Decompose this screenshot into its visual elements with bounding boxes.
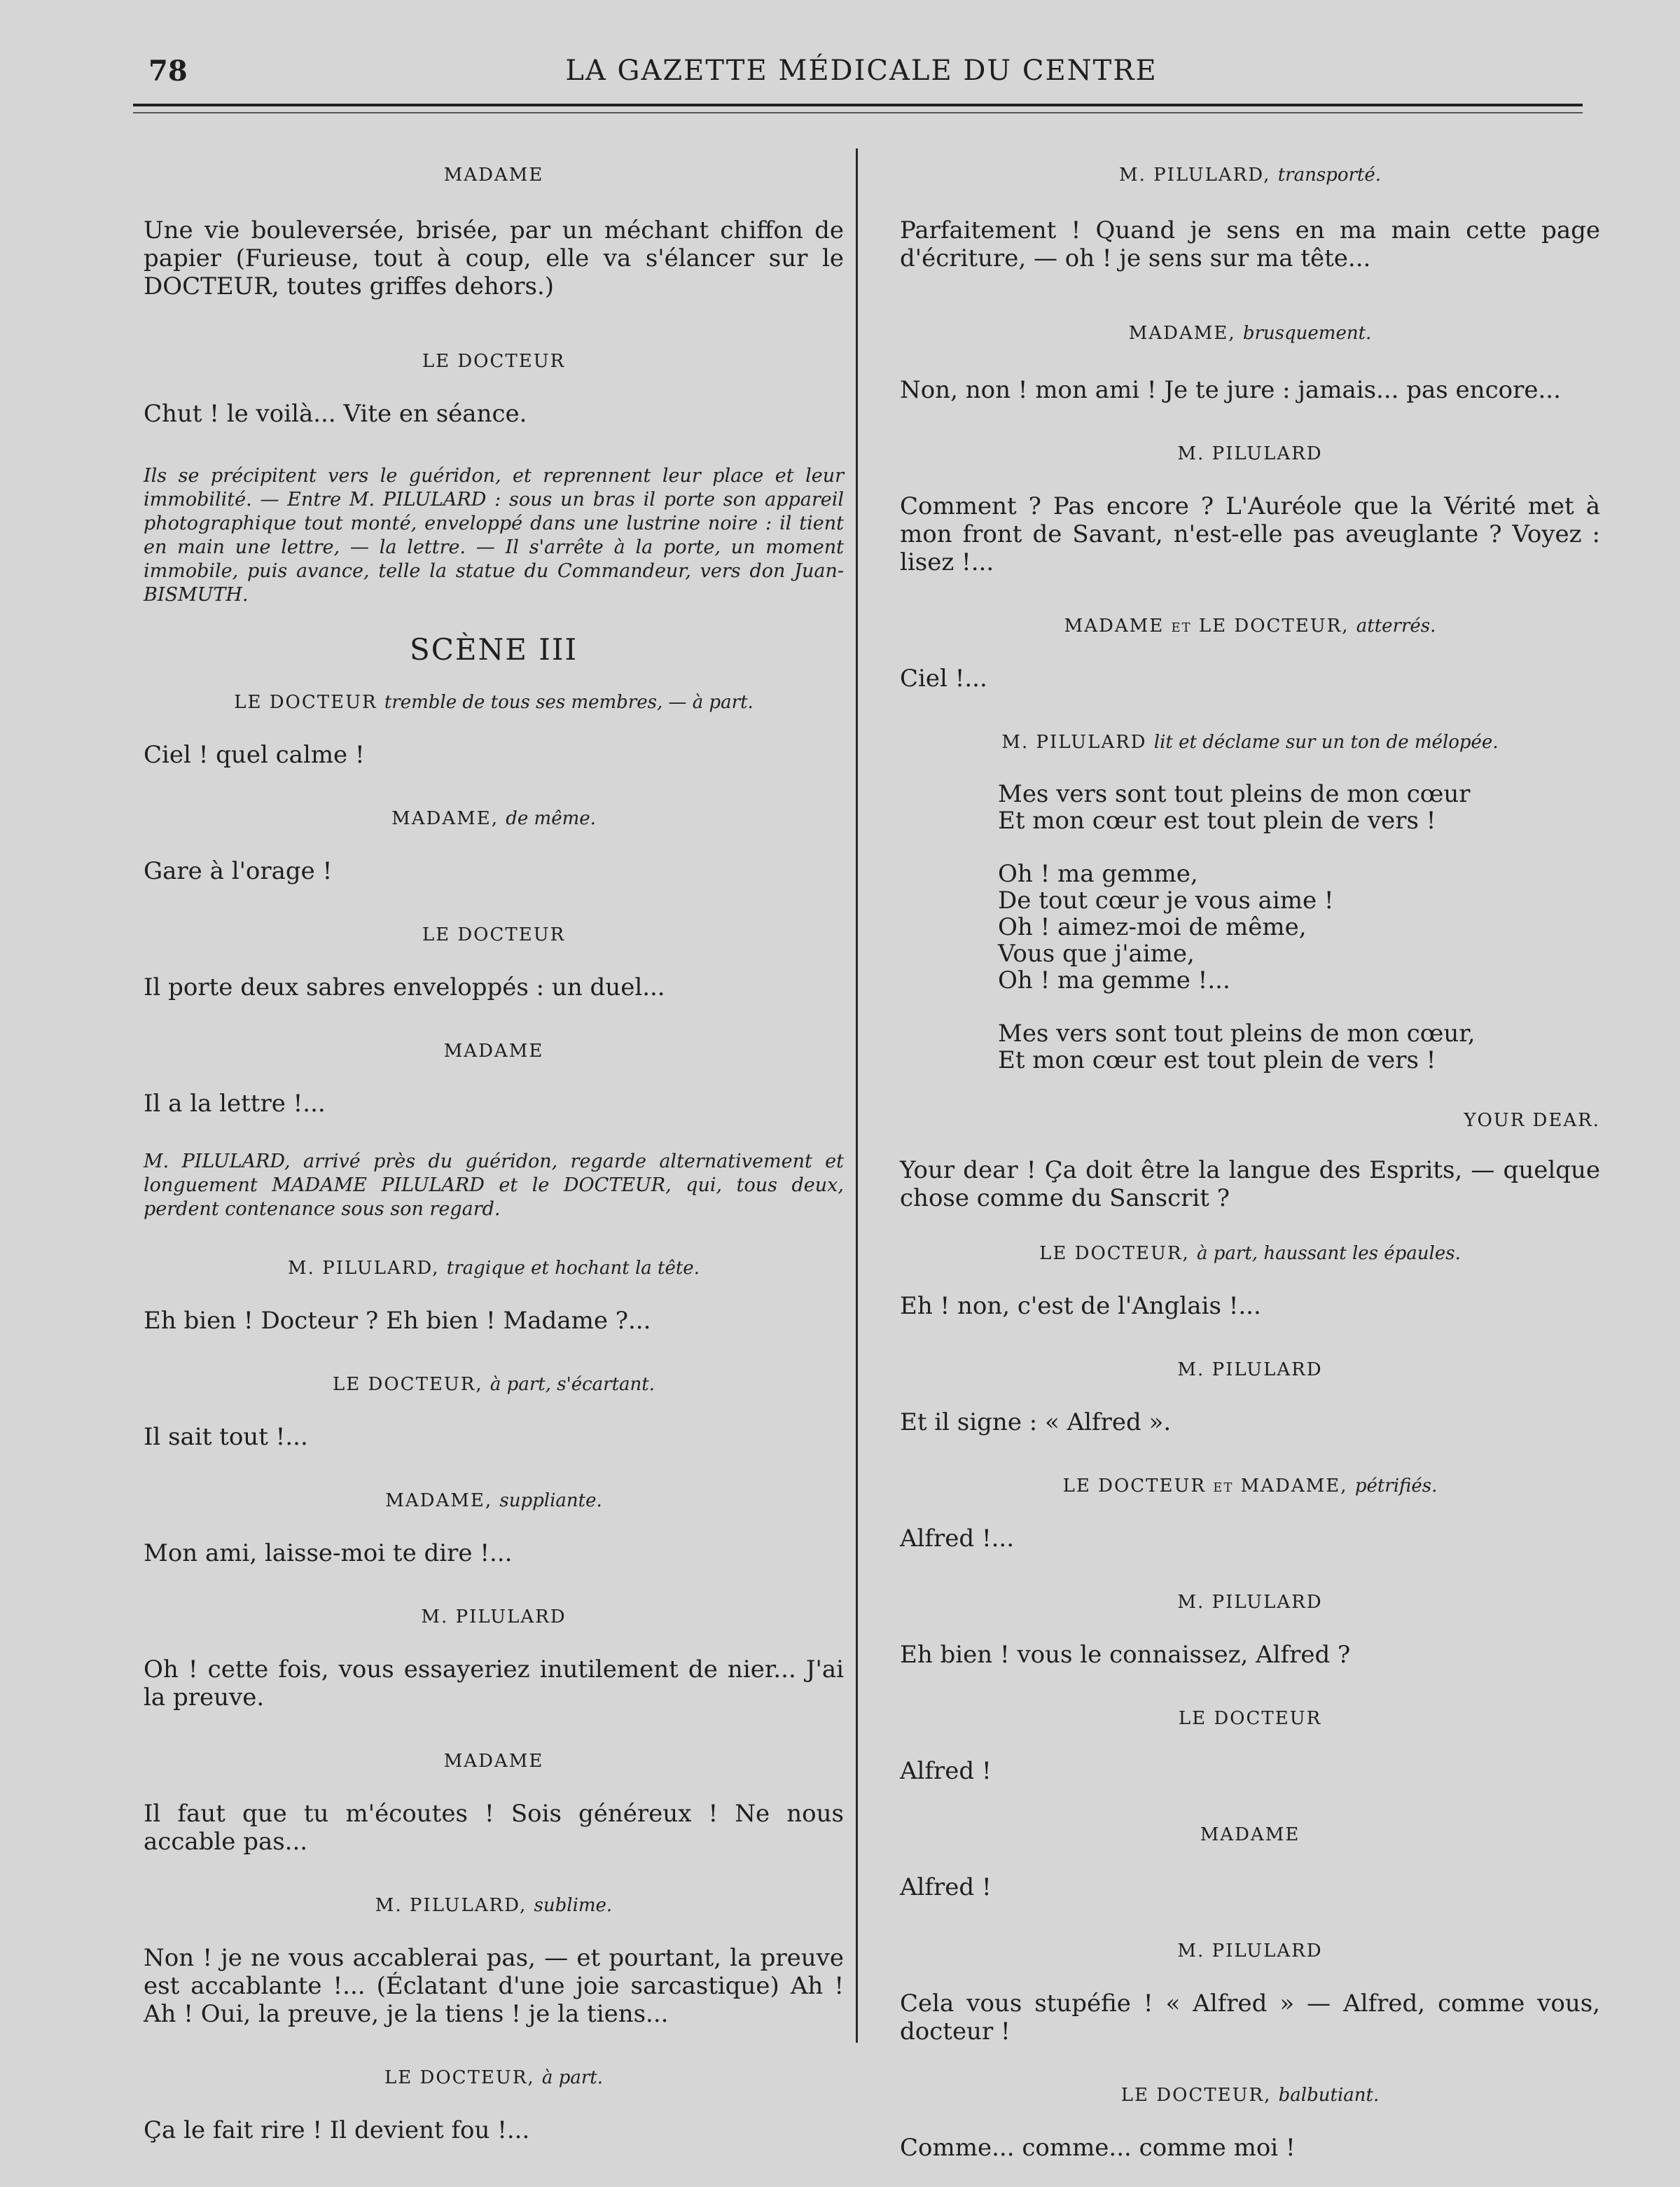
poem-verse — [900, 781, 1600, 1074]
column-divider — [856, 148, 858, 2043]
speaker-cue — [144, 351, 844, 372]
dialogue-line: Eh bien ! Docteur ? Eh bien ! Madame ?... — [144, 1307, 651, 1335]
speaker-name: MADAME — [1200, 1824, 1300, 1845]
speaker-cue — [144, 2067, 844, 2088]
speaker-name: M. PILULARD — [1177, 443, 1323, 464]
dialogue-line: Mon ami, laisse-moi te dire !... — [144, 1539, 513, 1567]
speaker-cue — [144, 1751, 844, 1772]
speaker-cue — [900, 1824, 1600, 1845]
stage-direction-inline: tremble de tous ses membres, — à part. — [384, 692, 754, 713]
verse-line: De tout cœur je vous aime ! — [998, 887, 1334, 915]
page-number: 78 — [148, 55, 188, 88]
speaker-cue — [144, 165, 844, 186]
stage-direction-inline: à part, haussant les épaules. — [1197, 1243, 1461, 1264]
stage-direction-inline: suppliante. — [499, 1490, 602, 1511]
speaker-cue — [900, 443, 1600, 464]
verse-line — [998, 834, 1600, 861]
speaker-name: LE DOCTEUR — [1178, 1708, 1322, 1729]
speaker-name: M. PILULARD, — [1118, 165, 1271, 186]
stage-direction-inline: à part. — [541, 2067, 603, 2088]
stage-direction-inline: balbutiant. — [1278, 2085, 1380, 2106]
verse-line: Et mon cœur est tout plein de vers ! — [998, 807, 1436, 835]
dialogue-line: Your dear ! Ça doit être la langue des Esprits, — quelque chose comme du Sanscrit ? — [900, 1156, 1600, 1212]
verse-line: Oh ! ma gemme !... — [998, 966, 1230, 994]
speaker-cue — [144, 1258, 844, 1279]
verse-line: Vous que j'aime, — [998, 940, 1195, 968]
stage-direction-inline: transporté. — [1277, 165, 1382, 186]
dialogue-line: Oh ! cette fois, vous essayeriez inutilement de nier... J'ai la preuve. — [144, 1655, 844, 1712]
dialogue-line: Non ! je ne vous accablerai pas, — et pourtant, la preuve est accablante !... (Éclatant d'une joie sarcastique) Ah ! Ah ! Oui, la preuve, je la tiens ! je la tiens... — [144, 1944, 844, 2028]
speaker-cue — [900, 1592, 1600, 1613]
header-rule — [133, 104, 1583, 106]
verse-line — [998, 994, 1600, 1020]
dialogue-line: Chut ! le voilà... Vite en séance. — [144, 400, 527, 428]
stage-direction-inline: tragique et hochant la tête. — [446, 1258, 700, 1279]
speaker-name: MADAME, — [1128, 323, 1236, 344]
dialogue-line: Ça le fait rire ! Il devient fou !... — [144, 2116, 530, 2144]
speaker-name: MADAME — [443, 1751, 544, 1772]
stage-direction: Ils se précipitent vers le guéridon, et reprennent leur place et leur immobilité. — Entre M. PILULARD : sous un bras il porte son appareil photographique tout monté, enveloppé dans une lustrine noire : il tient en main une lettre, — la lettre. — Il s'arrête à la porte, un moment immobile, puis avance, telle la statue du Commandeur, vers don Juan-BISMUTH. — [144, 465, 844, 606]
dialogue-line: Et il signe : « Alfred ». — [900, 1408, 1172, 1436]
dialogue-line: Comme... comme... comme moi ! — [900, 2134, 1296, 2162]
speaker-cue — [144, 1606, 844, 1627]
speaker-cue — [900, 616, 1600, 637]
speaker-cue — [144, 1895, 844, 1916]
scene-heading: SCÈNE III — [409, 632, 578, 667]
stage-direction-inline: lit et déclame sur un ton de mélopée. — [1153, 732, 1499, 753]
speaker-cue — [900, 1359, 1600, 1380]
speaker-name: LE DOCTEUR — [422, 924, 566, 945]
speaker-name: LE DOCTEUR, — [1120, 2085, 1272, 2106]
verse-line: Et mon cœur est tout plein de vers ! — [998, 1046, 1436, 1074]
verse-line: Oh ! aimez-moi de même, — [998, 913, 1307, 941]
dialogue-line: Alfred ! — [900, 1757, 992, 1785]
speaker-cue — [900, 1243, 1600, 1264]
stage-direction: M. PILULARD, arrivé près du guéridon, regarde alternativement et longuement MADAME PILULARD et le DOCTEUR, qui, tous deux, perdent contenance sous son regard. — [144, 1151, 844, 1220]
dialogue-line: Ciel ! quel calme ! — [144, 741, 365, 769]
speaker-cue — [144, 1041, 844, 1062]
stage-direction-inline: brusquement. — [1242, 323, 1372, 344]
dialogue-line: Alfred !... — [900, 1525, 1015, 1553]
speaker-name: M. PILULARD — [421, 1606, 567, 1627]
header-rule-thin — [133, 112, 1583, 113]
speaker-name: MADAME, — [385, 1490, 493, 1511]
running-title: LA GAZETTE MÉDICALE DU CENTRE — [565, 55, 1158, 87]
dialogue-line: Il porte deux sabres enveloppés : un duel... — [144, 973, 665, 1001]
dialogue-line: Eh bien ! vous le connaissez, Alfred ? — [900, 1641, 1351, 1669]
stage-direction-inline: de même. — [506, 808, 596, 829]
speaker-name: MADAME — [443, 1041, 544, 1062]
verse-line: Mes vers sont tout pleins de mon cœur, — [998, 1020, 1476, 1048]
speaker-cue — [144, 692, 844, 713]
stage-direction-inline: atterrés. — [1356, 616, 1436, 637]
dialogue-line: Il a la lettre !... — [144, 1090, 326, 1118]
speaker-cue — [900, 1708, 1600, 1729]
right-column — [900, 137, 1600, 2162]
dialogue-line: Comment ? Pas encore ? L'Auréole que la Vérité met à mon front de Savant, n'est-elle pas aveuglante ? Voyez : lisez !... — [900, 492, 1600, 576]
dialogue-line: Non, non ! mon ami ! Je te jure : jamais... pas encore... — [900, 376, 1561, 404]
dialogue-line: Alfred ! — [900, 1873, 992, 1901]
speaker-name: LE DOCTEUR et MADAME, — [1062, 1476, 1348, 1497]
speaker-name: M. PILULARD — [1177, 1359, 1323, 1380]
speaker-name: MADAME et LE DOCTEUR, — [1064, 616, 1349, 637]
speaker-name: M. PILULARD, — [375, 1895, 527, 1916]
speaker-name: LE DOCTEUR, — [384, 2067, 535, 2088]
dialogue-line: Ciel !... — [900, 665, 987, 693]
dialogue-line: Gare à l'orage ! — [144, 857, 333, 885]
speaker-name: MADAME — [443, 165, 544, 186]
verse-line: Oh ! ma gemme, — [998, 860, 1198, 888]
poem-signature: YOUR DEAR. — [1464, 1110, 1600, 1131]
speaker-name: M. PILULARD, — [288, 1258, 440, 1279]
speaker-name: LE DOCTEUR, — [333, 1374, 483, 1395]
dialogue-line: Eh ! non, c'est de l'Anglais !... — [900, 1292, 1261, 1320]
verse-line: Mes vers sont tout pleins de mon cœur — [998, 780, 1471, 808]
speaker-cue — [144, 924, 844, 945]
stage-direction-inline: pétrifiés. — [1354, 1476, 1438, 1497]
speaker-name: LE DOCTEUR, — [1039, 1243, 1190, 1264]
stage-direction-inline: sublime. — [534, 1895, 613, 1916]
dialogue-line: Il faut que tu m'écoutes ! Sois généreux ! Ne nous accable pas... — [144, 1800, 844, 1856]
speaker-cue — [900, 165, 1600, 186]
speaker-cue — [900, 1476, 1600, 1497]
speaker-name: M. PILULARD — [1001, 732, 1147, 753]
dialogue-line: Cela vous stupéfie ! « Alfred » — Alfred, comme vous, docteur ! — [900, 1990, 1600, 2046]
speaker-name: MADAME, — [391, 808, 499, 829]
speaker-name: LE DOCTEUR — [234, 692, 377, 713]
speaker-cue — [900, 732, 1600, 753]
dialogue-line: Parfaitement ! Quand je sens en ma main cette page d'écriture, — oh ! je sens sur ma tête... — [900, 216, 1600, 272]
speaker-name: M. PILULARD — [1177, 1592, 1323, 1613]
dialogue-line: Il sait tout !... — [144, 1423, 308, 1451]
speaker-cue — [144, 1374, 844, 1395]
speaker-cue — [900, 323, 1600, 344]
speaker-cue — [144, 808, 844, 829]
speaker-cue — [144, 1490, 844, 1511]
left-column — [144, 137, 844, 2144]
speaker-cue — [900, 1940, 1600, 1962]
speaker-name: M. PILULARD — [1177, 1940, 1323, 1962]
page-header — [140, 49, 1583, 105]
speaker-name: LE DOCTEUR — [422, 351, 566, 372]
dialogue-line: Une vie bouleversée, brisée, par un méchant chiffon de papier (Furieuse, tout à coup, elle va s'élancer sur le DOCTEUR, toutes griffes dehors.) — [144, 216, 844, 300]
speaker-cue — [900, 2085, 1600, 2106]
stage-direction-inline: à part, s'écartant. — [490, 1374, 655, 1395]
